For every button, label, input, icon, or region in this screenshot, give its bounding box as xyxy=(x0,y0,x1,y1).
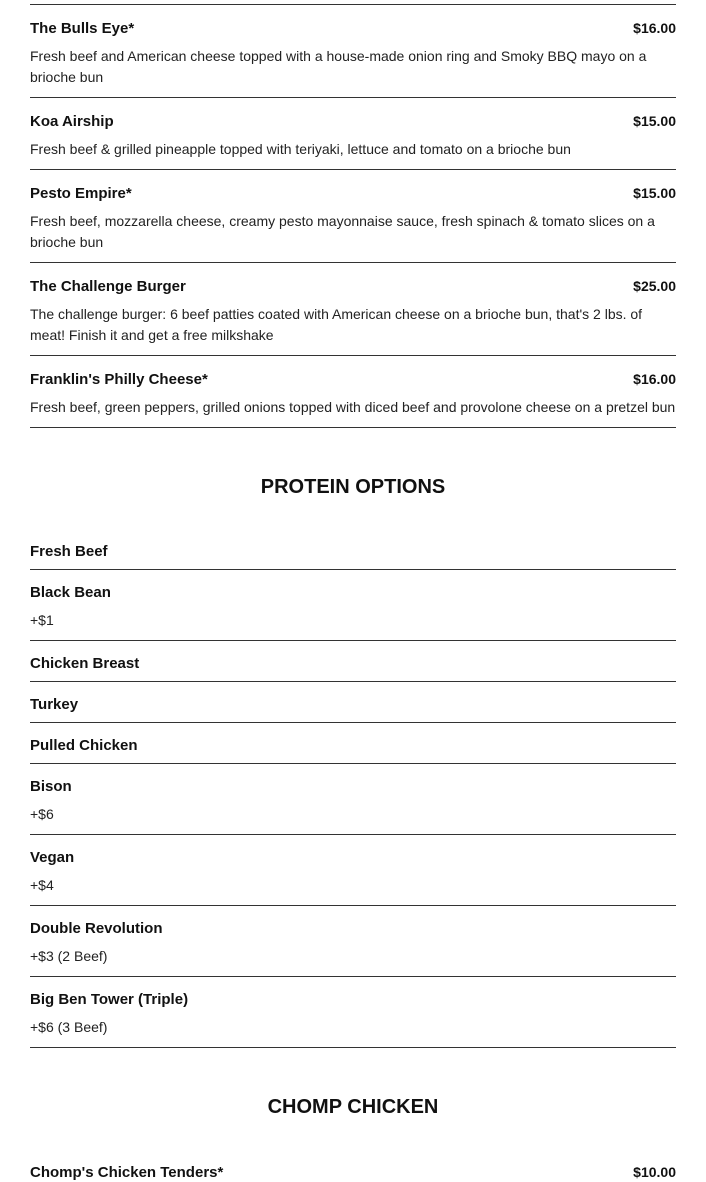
option-name: Bison xyxy=(30,778,72,795)
item-price: $15.00 xyxy=(633,185,676,201)
menu-item xyxy=(30,98,676,170)
item-name: The Challenge Burger xyxy=(30,278,186,295)
protein-option xyxy=(30,835,676,906)
protein-option xyxy=(30,641,676,682)
item-name: Chomp's Chicken Tenders* xyxy=(30,1164,224,1181)
option-name: Big Ben Tower (Triple) xyxy=(30,991,189,1008)
item-description: The challenge burger: 6 beef patties coated with American cheese on a brioche bun, that's 2 lbs. of meat! Finish it and get a free milkshake xyxy=(30,306,643,343)
item-price: $10.00 xyxy=(633,1164,676,1180)
protein-option xyxy=(30,977,676,1048)
item-description: Fresh beef & grilled pineapple topped with teriyaki, lettuce and tomato on a brioche bun xyxy=(30,141,571,157)
protein-option xyxy=(30,723,676,764)
item-name: Koa Airship xyxy=(30,113,114,130)
item-description: Fresh beef and American cheese topped with a house-made onion ring and Smoky BBQ mayo on a brioche bun xyxy=(30,48,647,85)
option-name: Chicken Breast xyxy=(30,655,140,672)
option-name: Pulled Chicken xyxy=(30,737,138,754)
protein-option xyxy=(30,570,676,641)
option-price-note: +$3 (2 Beef) xyxy=(30,948,108,964)
option-name: Black Bean xyxy=(30,584,111,601)
protein-option xyxy=(30,764,676,835)
option-name: Turkey xyxy=(30,696,79,713)
option-price-note: +$6 (3 Beef) xyxy=(30,1019,108,1035)
option-name: Vegan xyxy=(30,849,75,866)
menu-page xyxy=(30,0,676,1182)
menu-item xyxy=(30,170,676,263)
menu-item xyxy=(30,1150,676,1182)
chomp-list xyxy=(30,1150,676,1182)
item-name: Pesto Empire* xyxy=(30,185,132,202)
menu-item xyxy=(30,5,676,98)
protein-option xyxy=(30,682,676,723)
item-description: Fresh beef, mozzarella cheese, creamy pesto mayonnaise sauce, fresh spinach & tomato slices on a brioche bun xyxy=(30,213,655,250)
menu-item xyxy=(30,263,676,356)
option-price-note: +$1 xyxy=(30,612,54,628)
protein-options-list xyxy=(30,530,676,1048)
option-price-note: +$6 xyxy=(30,806,54,822)
option-name: Fresh Beef xyxy=(30,543,108,560)
item-name: The Bulls Eye* xyxy=(30,20,135,37)
protein-option xyxy=(30,906,676,977)
protein-option xyxy=(30,530,676,570)
item-price: $16.00 xyxy=(633,20,676,36)
chomp-section-title: CHOMP CHICKEN xyxy=(267,1096,439,1118)
burger-list xyxy=(30,5,676,428)
item-price: $25.00 xyxy=(633,278,676,294)
item-price: $16.00 xyxy=(633,371,676,387)
menu-item xyxy=(30,356,676,428)
item-description: Fresh beef, green peppers, grilled onions topped with diced beef and provolone cheese on a pretzel bun xyxy=(30,399,676,415)
option-price-note: +$4 xyxy=(30,877,54,893)
item-price: $15.00 xyxy=(633,113,676,129)
protein-section-title: PROTEIN OPTIONS xyxy=(260,476,446,498)
item-name: Franklin's Philly Cheese* xyxy=(30,371,208,388)
option-name: Double Revolution xyxy=(30,920,163,937)
